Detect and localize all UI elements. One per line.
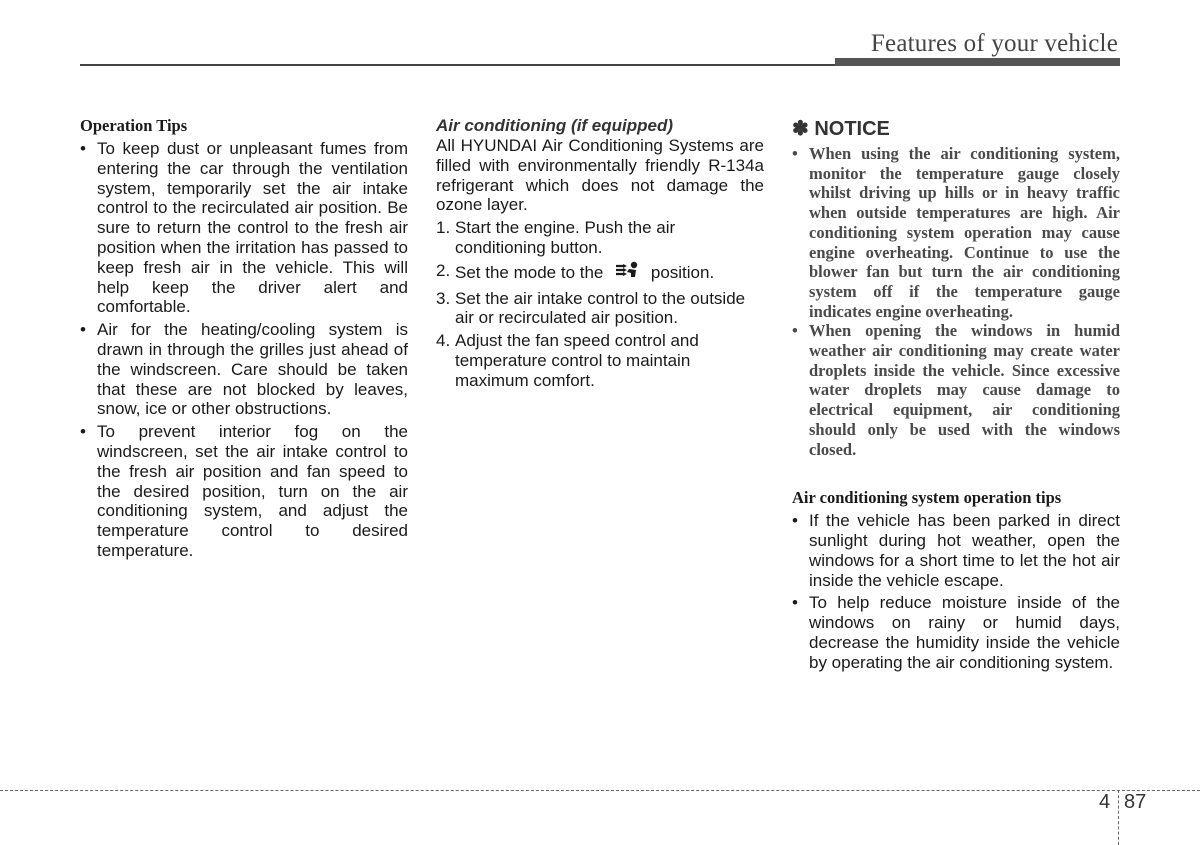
step-item: [436, 331, 764, 390]
operation-tips-list: [80, 139, 408, 561]
step-item: [436, 218, 764, 258]
list-item: • If the vehicle has been parked in direct sunlight during hot weather, open the windows for a short time to let the hot air inside the vehicle escape.: [792, 511, 1120, 590]
step-number: 4.: [436, 331, 451, 351]
step-text: Adjust the fan speed control and temperature control to maintain maximum comfort.: [455, 331, 699, 390]
step-item: [436, 289, 764, 329]
step-item: [436, 261, 764, 286]
ac-tips-heading: Air conditioning system operation tips: [792, 488, 1062, 508]
column-notice: [792, 116, 1120, 673]
section-title: Features of your vehicle: [870, 30, 1118, 57]
step-text: Start the engine. Push the air conditioning button.: [455, 218, 676, 257]
face-vent-mode-icon: [614, 261, 640, 286]
step-number: 2.: [436, 260, 451, 280]
list-item: • To help reduce moisture inside of the windows on rainy or humid days, decrease the humidity inside the vehicle by operating the air conditioning system.: [792, 593, 1120, 672]
footer-rule: [0, 790, 1200, 791]
air-conditioning-intro: All HYUNDAI Air Conditioning Systems are filled with environmentally friendly R-134a refrigerant which does not damage the ozone layer.: [436, 136, 764, 215]
notice-item: • When opening the windows in humid weather air conditioning may create water droplets inside the vehicle. Since excessive water droplets may cause damage to electrical equipment, air conditioning should only be used with the windows closed.: [792, 321, 1120, 459]
step-text: position.: [650, 262, 715, 282]
air-conditioning-heading: Air conditioning (if equipped): [436, 116, 674, 135]
notice-item: • When using the air conditioning system, monitor the temperature gauge closely whilst driving up hills or in heavy traffic when outside temperatures are high. Air conditioning system operation may cause engine overheating. Continue to use the blower fan but turn the air conditioning system off if the temperature gauge indicates engine overheating.: [792, 144, 1120, 321]
operation-tips-heading: Operation Tips: [80, 116, 188, 135]
footer-divider: [1118, 790, 1119, 845]
step-text: Set the mode to the: [455, 262, 604, 282]
column-air-conditioning: [436, 116, 764, 391]
chapter-number: 4: [1099, 791, 1111, 813]
column-operation-tips: [80, 116, 408, 561]
list-item: • Air for the heating/cooling system is drawn in through the grilles just ahead of the windscreen. Care should be taken that these are not blocked by leaves, snow, ice or other obstructions.: [80, 320, 408, 419]
page-number: 87: [1124, 791, 1147, 813]
ac-tips-list: [792, 511, 1120, 672]
list-item: • To keep dust or unpleasant fumes from entering the car through the ventilation system, temporarily set the air intake control to the recirculated air position. Be sure to return the control to the fresh air position when the irritation has passed to keep fresh air in the vehicle. This will help keep the driver alert and comfortable.: [80, 139, 408, 317]
header-bar: [835, 58, 1120, 66]
notice-list: [792, 144, 1120, 459]
air-conditioning-steps: [436, 218, 764, 390]
step-number: 1.: [436, 218, 451, 238]
step-number: 3.: [436, 288, 451, 308]
header-rule: [80, 64, 835, 66]
list-item: • To prevent interior fog on the windscreen, set the air intake control to the fresh air position and fan speed to the desired position, turn on the air conditioning system, and adjust the temperature control to desired temperature.: [80, 422, 408, 561]
notice-title: ✽ NOTICE: [792, 118, 890, 140]
step-text: Set the air intake control to the outside air or recirculated air position.: [455, 288, 746, 328]
